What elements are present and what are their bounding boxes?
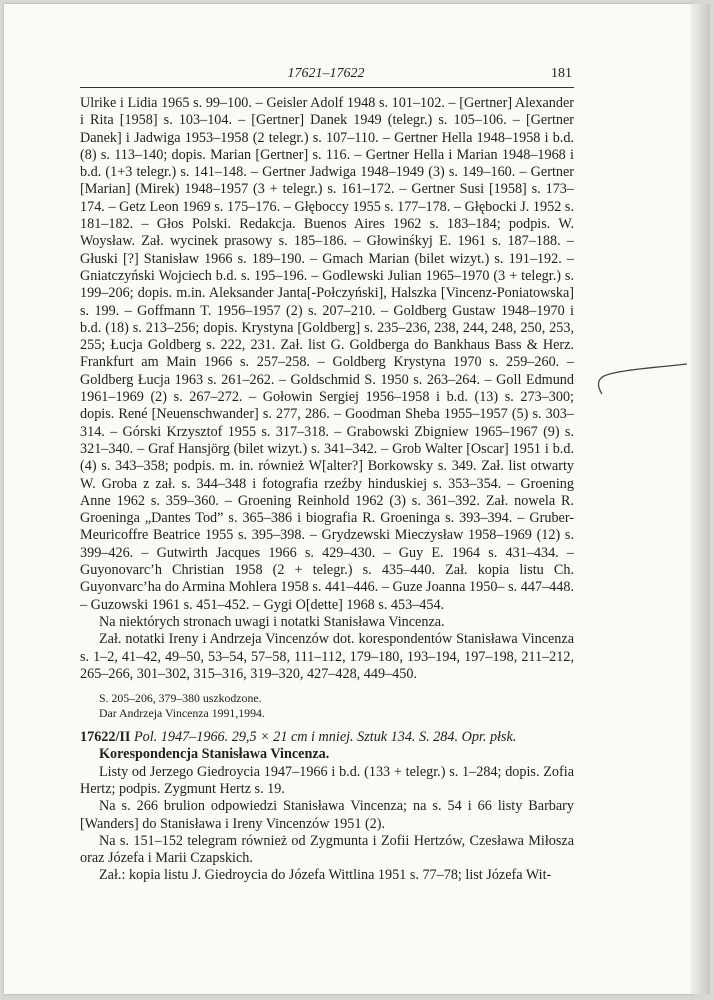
spacer: [80, 683, 574, 691]
entry-paragraph-2: Na s. 266 brulion odpowiedzi Stanisława Vincenza; na s. 54 i 66 listy Barbary [Wanders] do Stanisława i Ireny Vincenzów 1951 (2).: [80, 798, 574, 832]
entry-description: Pol. 1947–1966. 29,5 × 21 cm i mniej. Sztuk 134. S. 284. Opr. płsk.: [134, 729, 517, 746]
header-entry-range: 17621–17622: [287, 66, 365, 81]
page-edge: [690, 4, 710, 994]
entry-header: [80, 729, 574, 746]
entry-paragraph-3: Na s. 151–152 telegram również od Zygmunta i Zofii Hertzów, Czesława Miłosza oraz Józefa i Marii Czapskich.: [80, 832, 574, 867]
spacer: [80, 721, 574, 729]
entry-paragraph-4: Zał.: kopia listu J. Giedroycia do Józefa Wittlina 1951 s. 77–78; list Józefa Wit-: [99, 867, 552, 884]
entry-id: 17622/II: [80, 729, 131, 746]
provenance-note: Dar Andrzeja Vincenza 1991,1994.: [99, 706, 265, 721]
correspondent-list: Ulrike i Lidia 1965 s. 99–100. – Geisler Adolf 1948 s. 101–102. – [Gertner] Alexander i Rita [1958] s. 103–104. – [Gertner] Danek 1949 (telegr.) s. 105–106. – [Gertner Danek] i Jadwiga 1953–1958 (2 telegr.) s. 107–110. – Gertner Hella 1948–1958 i b.d. (8) s. 113–140; dopis. Marian [Gertner] s. 116. – Gertner Hella i Marian 1948–1968 i b.d. (1+3 telegr.) s. 141–148. – Gertner Jadwiga 1948–1949 (3) s. 149–160. – Gertner [Marian] (Mirek) 1948–1957 (3 + telegr.) s. 161–172. – Gertner Susi [1958] s. 173–174. – Getz Leon 1969 s. 175–176. – Głęboccy 1955 s. 177–178. – Głębocki J. 1952 s. 181–182. – Głos Polski. Redakcja. Buenos Aires 1962 s. 183–184; podpis. W. Woysław. Zał. wycinek prasowy s. 185–186. – Głowinśkyj E. 1961 s. 187–188. – Głuski [?] Stanisław 1966 s. 189–190. – Gmach Marian (bilet wizyt.) s. 191–192. – Gniatczyński Wojciech b.d. s. 195–196. – Godlewski Julian 1965–1970 (3 + telegr.) s. 199–206; dopis. m.in. Aleksander Janta[-Połczyński], Halszka [Vincenz-Poniatowska] s. 199. – Goffmann T. 1956–1957 (2) s. 207–210. – Goldberg Gustaw 1948–1970 i b.d. (18) s. 213–256; dopis. Krystyna [Goldberg] s. 235–236, 238, 244, 248, 250, 253, 255; Łucja Goldberg s. 222, 231. Zał. list G. Goldberga do Bankhaus Bass & Herz. Frankfurt am Main 1966 s. 257–258. – Goldberg Krystyna 1970 s. 259–260. – Goldberg Łucja 1963 s. 261–262. – Goldschmid S. 1950 s. 263–264. – Goll Edmund 1961–1969 (2) s. 267–272. – Gołowin Sergiej 1956–1958 i b.d. (13) s. 273–300; dopis. René [Neuenschwander] s. 277, 286. – Goodman Sheba 1955–1957 (5) s. 303–314. – Górski Krzysztof 1955 s. 317–318. – Grabowski Zbigniew 1965–1967 (9) s. 321–340. – Graf Hansjörg (bilet wizyt.) s. 341–342. – Grob Walter [Oscar] 1951 i b.d. (4) s. 343–358; podpis. m. in. również W[alter?] Borkowsky s. 349. Zał. list otwarty W. Groba z zał. s. 344–348 i fotografia rzeźby hinduskiej s. 353–354. – Groening Anne 1962 s. 359–360. – Groening Reinhold 1962 (3) s. 361–392. Zał. nowela R. Groeninga „Dantes Tod” s. 365–386 i biografia R. Groeninga s. 393–394. – Gruber-Meuricoffre Beatrice 1955 s. 395–398. – Grydzewski Mieczysław 1958–1969 (12) s. 399–426. – Gutwirth Jacques 1966 s. 429–430. – Guy E. 1964 s. 431–434. – Guyonovarc’h Christian 1958 (2 + telegr.) s. 435–440. Zał. kopia listu Ch. Guyonvarc’ha do Armina Mohlera 1958 s. 441–446. – Guze Joanna 1950– s. 447–448. – Guzowski 1961 s. 451–452. – Gygi O[dette] 1968 s. 453–454.: [80, 95, 574, 613]
running-header: [80, 66, 572, 84]
entry-title: Korespondencja Stanisława Vincenza.: [99, 746, 330, 763]
entry-paragraph-1: Listy od Jerzego Giedroycia 1947–1966 i b.d. (133 + telegr.) s. 1–284; dopis. Zofia Hertz; podpis. Zygmunt Hertz s. 19.: [80, 763, 574, 797]
condition-note: S. 205–206, 379–380 uszkodzone.: [99, 691, 262, 706]
header-rule: [80, 87, 574, 88]
note-paragraph-1: Na niektórych stronach uwagi i notatki Stanisława Vincenza.: [99, 613, 445, 630]
margin-pencil-mark: [592, 358, 692, 398]
note-paragraph-2: Zał. notatki Ireny i Andrzeja Vincenzów dot. korespondentów Stanisława Vincenza s. 1–2, 41–42, 49–50, 53–54, 57–58, 111–112, 179–180, 193–194, 197–198, 211–212, 265–266, 301–302, 315–316, 319–320, 427–428, 449–450.: [80, 631, 574, 682]
page-content: [80, 95, 574, 885]
page-number: 181: [551, 66, 572, 81]
